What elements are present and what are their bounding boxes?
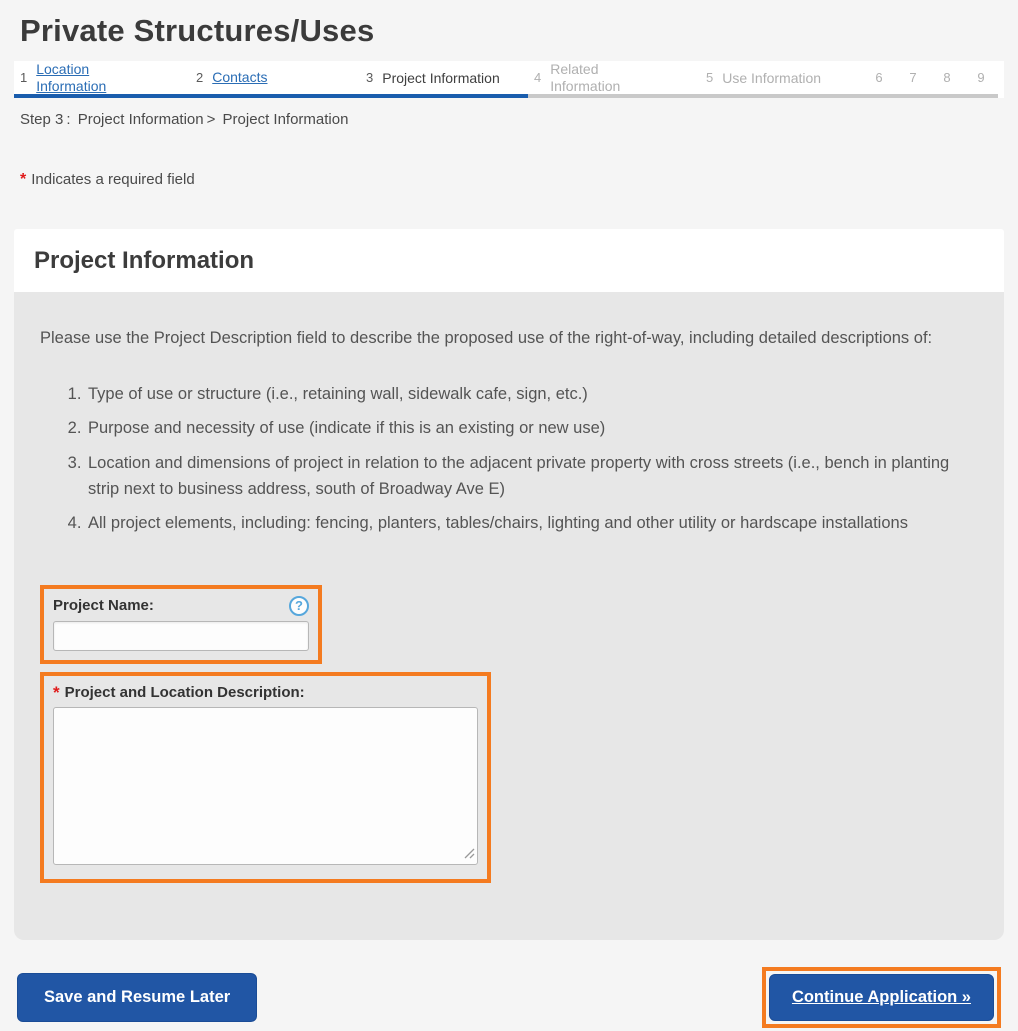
breadcrumb-arrow: > [206, 111, 216, 128]
project-information-panel [14, 229, 1004, 940]
step-number: 9 [977, 70, 985, 85]
project-name-field-group [40, 585, 322, 664]
step-item-4 [528, 61, 700, 98]
step-number: 4 [534, 70, 542, 85]
instruction-item: 1. Type of use or structure (i.e., retaining wall, sidewalk cafe, sign, etc.) [86, 382, 978, 408]
instruction-item: 4. All project elements, including: fencing, planters, tables/chairs, lighting and other utility or hardscape installations [86, 511, 978, 537]
step-label: Use Information [722, 69, 822, 86]
section-body [14, 292, 1004, 940]
required-asterisk: * [20, 171, 27, 188]
step-item-9 [964, 61, 998, 98]
breadcrumb-page: Project Information [222, 111, 349, 128]
step-number: 3 [366, 70, 374, 85]
section-title: Project Information [34, 246, 255, 274]
continue-highlight-box [762, 967, 1001, 1028]
description-field-group [40, 672, 491, 883]
step-number: 5 [706, 70, 714, 85]
description-required-asterisk: * [53, 682, 60, 702]
step-label[interactable]: Location Information [36, 61, 107, 94]
breadcrumb-step: Step 3 [20, 111, 64, 128]
breadcrumb-colon: : [66, 111, 71, 128]
breadcrumb [20, 111, 1018, 128]
footer-actions [17, 967, 1001, 1028]
step-item-7 [896, 61, 930, 98]
section-header [14, 229, 1004, 292]
instruction-item: 3. Location and dimensions of project in relation to the adjacent private property with cross streets (i.e., bench in planting strip next to business address, south of Broadway Ave E) [86, 451, 978, 502]
step-item-3 [360, 61, 528, 98]
breadcrumb-section: Project Information [77, 111, 204, 128]
step-label[interactable]: Contacts [212, 69, 268, 86]
required-field-note [20, 171, 1018, 189]
continue-application-button[interactable]: Continue Application » [769, 974, 994, 1021]
description-label: Project and Location Description: [64, 684, 305, 702]
step-item-1[interactable] [14, 61, 190, 98]
instruction-item: 2. Purpose and necessity of use (indicate if this is an existing or new use) [86, 416, 978, 442]
step-number: 1 [20, 70, 28, 85]
step-item-5 [700, 61, 862, 98]
intro-text: Please use the Project Description field to describe the proposed use of the right-of-way, including detailed descriptions of: [40, 329, 933, 347]
step-item-2[interactable] [190, 61, 360, 98]
step-item-8 [930, 61, 964, 98]
step-number: 8 [943, 70, 951, 85]
step-number: 6 [875, 70, 883, 85]
step-label: Project Information [382, 69, 500, 86]
project-name-label: Project Name: [53, 597, 154, 615]
project-name-input[interactable] [53, 621, 309, 651]
step-item-6 [862, 61, 896, 98]
description-textarea[interactable] [53, 707, 478, 865]
step-number: 7 [909, 70, 917, 85]
page-title: Private Structures/Uses [20, 13, 375, 48]
step-nav [14, 61, 1004, 98]
step-label: Related Information [550, 61, 621, 94]
required-note-text: Indicates a required field [31, 171, 195, 188]
instruction-list [40, 382, 978, 537]
step-number: 2 [196, 70, 204, 85]
save-and-resume-button[interactable]: Save and Resume Later [17, 973, 257, 1022]
help-icon[interactable]: ? [289, 596, 309, 616]
resize-handle-icon[interactable] [464, 846, 475, 864]
